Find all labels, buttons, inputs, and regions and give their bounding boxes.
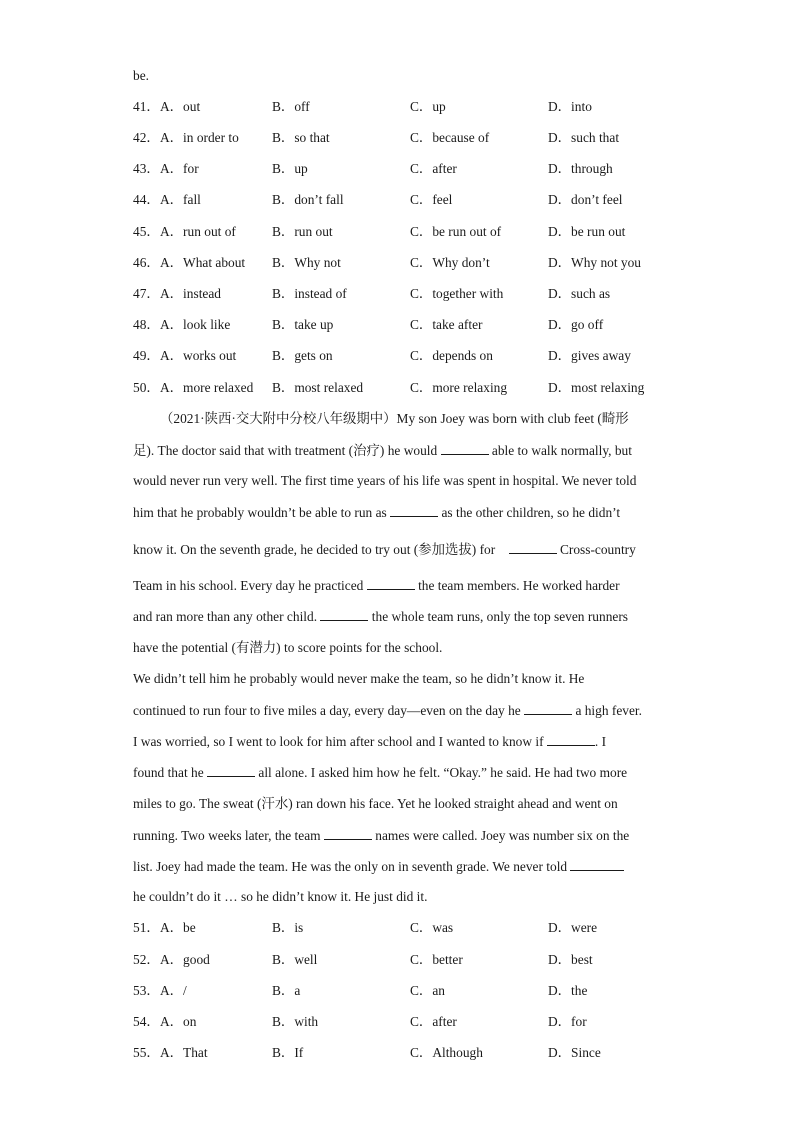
option-c: C．because of (410, 130, 490, 145)
option-c: C．take after (410, 317, 483, 332)
option-c: C．depends on (410, 348, 493, 363)
question-row (133, 224, 693, 240)
passage-line: him that he probably wouldn’t be able to run as as the other children, so he didn’t (133, 505, 621, 520)
option-a: A．good (160, 952, 210, 967)
question-number: 45． (133, 224, 160, 239)
question-number: 54． (133, 1014, 160, 1029)
question-row (133, 1014, 693, 1030)
option-b: B．with (272, 1014, 319, 1029)
option-d: D．don’t feel (548, 192, 623, 207)
option-d: D．for (548, 1014, 587, 1029)
option-d: D．Why not you (548, 255, 641, 270)
option-d: D．into (548, 99, 592, 114)
passage-line: We didn’t tell him he probably would never make the team, so he didn’t know it. He (133, 671, 585, 686)
option-d: D．such that (548, 130, 620, 145)
option-d: D．most relaxing (548, 380, 645, 395)
option-c: C．Why don’t (410, 255, 490, 270)
passage-line: list. Joey had made the team. He was the only on in seventh grade. We never told (133, 858, 624, 875)
option-a: A．on (160, 1014, 197, 1029)
option-a: A．run out of (160, 224, 236, 239)
option-c: C．was (410, 920, 454, 935)
option-a: A．instead (160, 286, 221, 301)
question-row (133, 286, 693, 302)
option-b: B．gets on (272, 348, 333, 363)
answer-blank (524, 702, 572, 715)
option-c: C．an (410, 983, 445, 998)
passage-line: 足). The doctor said that with treatment (治疗) he would able to walk normally, but (133, 443, 632, 458)
option-d: D．were (548, 920, 598, 935)
option-c: C．be run out of (410, 224, 502, 239)
passage-line: know it. On the seventh grade, he decided to try out (参加选拔) for Cross-country (133, 542, 636, 557)
option-b: B．If (272, 1045, 304, 1060)
option-b: B．up (272, 161, 308, 176)
passage-line: Team in his school. Every day he practiced the team members. He worked harder (133, 578, 620, 593)
passage-line: （2021·陕西·交大附中分校八年级期中）My son Joey was born with club feet (畸形 (160, 411, 629, 426)
passage-line: I was worried, so I went to look for him after school and I wanted to know if . I (133, 734, 607, 749)
option-a: A．look like (160, 317, 231, 332)
answer-blank (320, 608, 368, 621)
question-number: 46． (133, 255, 160, 270)
passage-line: continued to run four to five miles a day, every day—even on the day he a high fever. (133, 703, 642, 718)
question-number: 44． (133, 192, 160, 207)
option-c: C．more relaxing (410, 380, 508, 395)
question-row (133, 983, 693, 999)
option-c: C．feel (410, 192, 453, 207)
question-row (133, 952, 693, 968)
answer-blank (509, 541, 557, 554)
question-row (133, 920, 693, 936)
option-b: B．so that (272, 130, 330, 145)
option-a: A．for (160, 161, 199, 176)
question-row (133, 1045, 693, 1061)
answer-blank (367, 577, 415, 590)
passage-line: he couldn’t do it … so he didn’t know it. He just did it. (133, 889, 428, 904)
option-b: B．don’t fall (272, 192, 344, 207)
option-d: D．the (548, 983, 588, 998)
option-c: C．together with (410, 286, 504, 301)
question-number: 41． (133, 99, 160, 114)
option-a: A．more relaxed (160, 380, 254, 395)
question-row (133, 99, 693, 115)
answer-blank (547, 733, 595, 746)
question-number: 43． (133, 161, 160, 176)
answer-blank (324, 827, 372, 840)
question-row (133, 255, 693, 271)
option-b: B．run out (272, 224, 333, 239)
option-c: C．after (410, 161, 457, 176)
option-d: D．such as (548, 286, 611, 301)
question-number: 48． (133, 317, 160, 332)
option-c: C．after (410, 1014, 457, 1029)
option-a: A．out (160, 99, 201, 114)
question-row (133, 192, 693, 208)
option-b: B．well (272, 952, 318, 967)
option-d: D．Since (548, 1045, 601, 1060)
question-number: 53． (133, 983, 160, 998)
option-a: A．works out (160, 348, 237, 363)
option-a: A．What about (160, 255, 246, 270)
option-a: A．fall (160, 192, 201, 207)
option-b: B．take up (272, 317, 334, 332)
passage-line: running. Two weeks later, the team names were called. Joey was number six on the (133, 828, 630, 843)
option-b: B．is (272, 920, 304, 935)
question-row (133, 317, 693, 333)
question-number: 55． (133, 1045, 160, 1060)
passage-line: would never run very well. The first time years of his life was spent in hospital. We never told (133, 473, 637, 488)
answer-blank (390, 504, 438, 517)
passage-line: found that he all alone. I asked him how he felt. “Okay.” he said. He had two more (133, 765, 628, 780)
intro-tail: be. (133, 68, 149, 83)
question-row (133, 380, 693, 396)
option-b: B．Why not (272, 255, 341, 270)
question-row (133, 130, 693, 146)
option-c: C．up (410, 99, 446, 114)
passage-line: and ran more than any other child. the whole team runs, only the top seven runners (133, 609, 629, 624)
option-a: A．That (160, 1045, 208, 1060)
option-c: C．better (410, 952, 463, 967)
option-d: D．go off (548, 317, 604, 332)
option-d: D．through (548, 161, 613, 176)
option-d: D．be run out (548, 224, 626, 239)
answer-blank (441, 442, 489, 455)
question-number: 42． (133, 130, 160, 145)
question-number: 52． (133, 952, 160, 967)
option-a: A．be (160, 920, 196, 935)
question-number: 51． (133, 920, 160, 935)
option-b: B．most relaxed (272, 380, 364, 395)
answer-blank (570, 858, 624, 871)
passage-line: miles to go. The sweat (汗水) ran down his face. Yet he looked straight ahead and went on (133, 796, 618, 811)
question-number: 47． (133, 286, 160, 301)
question-row (133, 348, 693, 364)
option-b: B．off (272, 99, 310, 114)
question-row (133, 161, 693, 177)
option-b: B．instead of (272, 286, 347, 301)
option-d: D．best (548, 952, 593, 967)
question-number: 50． (133, 380, 160, 395)
option-c: C．Although (410, 1045, 483, 1060)
option-d: D．gives away (548, 348, 631, 363)
option-b: B．a (272, 983, 301, 998)
option-a: A．in order to (160, 130, 239, 145)
answer-blank (207, 764, 255, 777)
question-number: 49． (133, 348, 160, 363)
passage-line: have the potential (有潜力) to score points for the school. (133, 640, 443, 655)
option-a: A．/ (160, 983, 187, 998)
